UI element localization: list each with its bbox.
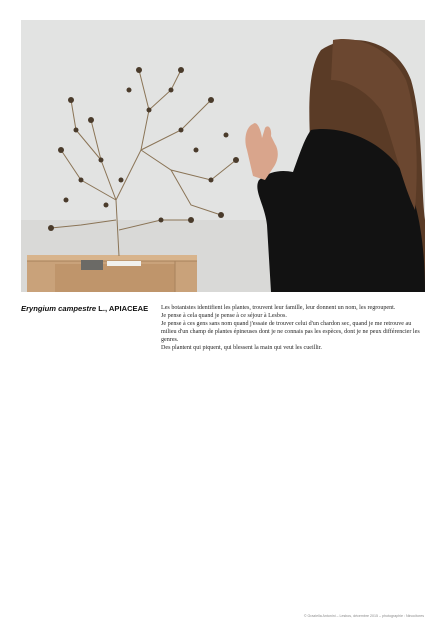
- text-line: Je pense à ces gens sans nom quand j'essaie de trouver celui d'un chardon sec, quand je me retrouve au milieu d'un champ de plantes épineuses dont je ne connais pas les espèces, dont je ne peux différencier les genres.: [161, 320, 420, 343]
- photograph-image: [21, 20, 425, 292]
- artwork-photograph: [21, 20, 425, 292]
- text-line: Je pense à cela quand je pense à ce séjour à Lesbos.: [161, 312, 287, 319]
- species-family: L., APIACEAE: [96, 304, 149, 313]
- poem-text: [161, 305, 426, 352]
- photo-credit: © Graziella Antonini – Lesbos, décembre 2015 – photographie : Ninocitores: [303, 614, 424, 618]
- text-line: Les botanistes identifient les plantes, trouvent leur famille, leur donnent un nom, les regroupent.: [161, 305, 396, 311]
- species-caption: [21, 304, 153, 313]
- species-latin-name: Eryngium campestre: [21, 304, 97, 313]
- text-line: Des plantent qui piquent, qui blessent la main qui veut les cueillir.: [161, 344, 322, 351]
